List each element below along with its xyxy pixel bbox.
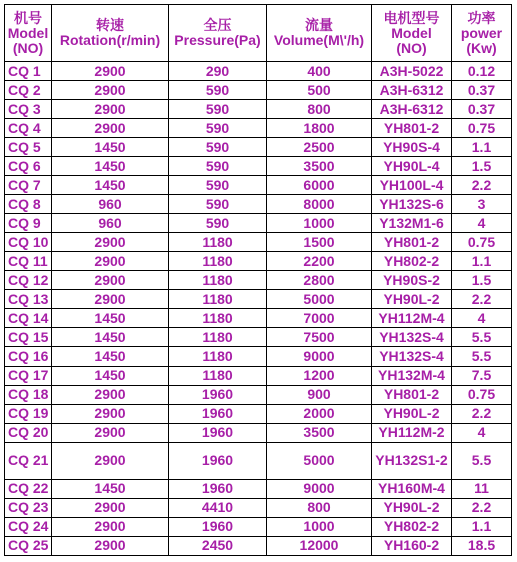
pressure-cell: 4410 [169,498,267,517]
volume-cell: 1000 [267,517,372,536]
table-row [5,347,512,366]
power-cell: 11 [452,479,512,498]
motor-model-cell: A3H-6312 [372,100,452,119]
table-row [5,479,512,498]
model-cell: CQ 9 [5,214,52,233]
model-cell: CQ 19 [5,404,52,423]
rotation-cell: 1450 [52,347,169,366]
power-cell: 1.1 [452,138,512,157]
volume-cell: 9000 [267,347,372,366]
pressure-cell: 590 [169,138,267,157]
volume-cell: 900 [267,385,372,404]
rotation-cell: 2900 [52,81,169,100]
header-model-no [5,5,52,62]
table-row [5,100,512,119]
header-en: Model [391,24,432,41]
volume-cell: 2800 [267,271,372,290]
table-row [5,517,512,536]
pressure-cell: 2450 [169,536,267,555]
model-cell: CQ 10 [5,233,52,252]
model-cell: CQ 1 [5,62,52,81]
motor-model-cell: YH90S-2 [372,271,452,290]
motor-model-cell: YH132S-4 [372,328,452,347]
volume-cell: 1500 [267,233,372,252]
pressure-cell: 1960 [169,404,267,423]
model-cell: CQ 24 [5,517,52,536]
header-zh: 功率 [467,9,496,26]
table-row [5,309,512,328]
motor-model-cell: YH112M-4 [372,309,452,328]
pressure-cell: 1960 [169,423,267,442]
volume-cell: 500 [267,81,372,100]
power-cell: 0.37 [452,100,512,119]
rotation-cell: 1450 [52,309,169,328]
rotation-cell: 960 [52,214,169,233]
rotation-cell: 2900 [52,536,169,555]
header-en: power [460,24,503,41]
model-cell: CQ 4 [5,119,52,138]
motor-model-cell: YH801-2 [372,385,452,404]
pressure-cell: 1960 [169,385,267,404]
pressure-cell: 590 [169,81,267,100]
model-cell: CQ 22 [5,479,52,498]
header-en: Rotation(r/min) [59,32,161,48]
header-motor-model [372,5,452,62]
model-cell: CQ 14 [5,309,52,328]
model-cell: CQ 5 [5,138,52,157]
rotation-cell: 2900 [52,100,169,119]
rotation-cell: 1450 [52,138,169,157]
rotation-cell: 2900 [52,233,169,252]
power-cell: 18.5 [452,536,512,555]
power-cell: 0.75 [452,119,512,138]
power-cell: 0.37 [452,81,512,100]
power-cell: 5.5 [452,328,512,347]
table-row [5,214,512,233]
rotation-cell: 2900 [52,119,169,138]
motor-model-cell: A3H-5022 [372,62,452,81]
table-row [5,404,512,423]
power-cell: 3 [452,195,512,214]
header-en: (NO) [396,39,427,56]
model-cell: CQ 16 [5,347,52,366]
table-row [5,176,512,195]
power-cell: 7.5 [452,366,512,385]
header-zh: 机号 [14,9,42,26]
volume-cell: 12000 [267,536,372,555]
table-row [5,536,512,555]
header-row [5,5,512,62]
volume-cell: 7000 [267,309,372,328]
spec-table [4,4,512,556]
model-cell: CQ 8 [5,195,52,214]
volume-cell: 9000 [267,479,372,498]
pressure-cell: 590 [169,119,267,138]
header-en: Pressure(Pa) [174,32,261,48]
motor-model-cell: YH112M-2 [372,423,452,442]
model-cell: CQ 20 [5,423,52,442]
model-cell: CQ 18 [5,385,52,404]
power-cell: 1.1 [452,252,512,271]
rotation-cell: 1450 [52,157,169,176]
model-cell: CQ 3 [5,100,52,119]
header-en: Model [7,24,49,41]
motor-model-cell: YH160M-4 [372,479,452,498]
power-cell: 5.5 [452,442,512,479]
model-cell: CQ 17 [5,366,52,385]
header-volume [267,5,372,62]
table-row [5,498,512,517]
header-zh: 电机型号 [383,9,440,26]
motor-model-cell: Y132M1-6 [372,214,452,233]
power-cell: 2.2 [452,404,512,423]
volume-cell: 5000 [267,290,372,309]
table-row [5,81,512,100]
motor-model-cell: YH132S-6 [372,195,452,214]
header-pressure [169,5,267,62]
header-en: (NO) [12,39,44,56]
table-row [5,62,512,81]
power-cell: 4 [452,423,512,442]
rotation-cell: 1450 [52,479,169,498]
rotation-cell: 2900 [52,442,169,479]
table-row [5,385,512,404]
pressure-cell: 590 [169,100,267,119]
table-row [5,252,512,271]
pressure-cell: 1960 [169,479,267,498]
pressure-cell: 1180 [169,366,267,385]
motor-model-cell: YH90L-2 [372,404,452,423]
volume-cell: 800 [267,498,372,517]
model-cell: CQ 25 [5,536,52,555]
rotation-cell: 2900 [52,271,169,290]
model-cell: CQ 23 [5,498,52,517]
rotation-cell: 2900 [52,385,169,404]
pressure-cell: 590 [169,176,267,195]
pressure-cell: 1180 [169,290,267,309]
power-cell: 4 [452,214,512,233]
power-cell: 4 [452,309,512,328]
table-row [5,290,512,309]
table-row [5,328,512,347]
model-cell: CQ 11 [5,252,52,271]
volume-cell: 8000 [267,195,372,214]
power-cell: 0.12 [452,62,512,81]
motor-model-cell: YH100L-4 [372,176,452,195]
table-row [5,442,512,479]
volume-cell: 1000 [267,214,372,233]
motor-model-cell: YH801-2 [372,233,452,252]
model-cell: CQ 6 [5,157,52,176]
rotation-cell: 2900 [52,404,169,423]
model-cell: CQ 2 [5,81,52,100]
power-cell: 2.2 [452,176,512,195]
volume-cell: 3500 [267,157,372,176]
table-row [5,366,512,385]
motor-model-cell: A3H-6312 [372,81,452,100]
power-cell: 0.75 [452,233,512,252]
volume-cell: 1200 [267,366,372,385]
rotation-cell: 2900 [52,290,169,309]
rotation-cell: 2900 [52,517,169,536]
rotation-cell: 1450 [52,176,169,195]
motor-model-cell: YH132S1-2 [372,442,452,479]
rotation-cell: 2900 [52,498,169,517]
power-cell: 2.2 [452,498,512,517]
power-cell: 5.5 [452,347,512,366]
motor-model-cell: YH160-2 [372,536,452,555]
table-row [5,195,512,214]
pressure-cell: 590 [169,157,267,176]
volume-cell: 5000 [267,442,372,479]
table-row [5,233,512,252]
motor-model-cell: YH801-2 [372,119,452,138]
model-cell: CQ 12 [5,271,52,290]
power-cell: 1.5 [452,271,512,290]
volume-cell: 2500 [267,138,372,157]
header-zh: 全压 [203,17,232,33]
rotation-cell: 2900 [52,62,169,81]
pressure-cell: 290 [169,62,267,81]
volume-cell: 7500 [267,328,372,347]
pressure-cell: 1180 [169,233,267,252]
pressure-cell: 590 [169,195,267,214]
motor-model-cell: YH90L-2 [372,290,452,309]
spec-table-body [5,62,512,556]
pressure-cell: 1180 [169,347,267,366]
header-rotation [52,5,169,62]
motor-model-cell: YH90L-2 [372,498,452,517]
pressure-cell: 1180 [169,252,267,271]
motor-model-cell: YH802-2 [372,252,452,271]
volume-cell: 2200 [267,252,372,271]
motor-model-cell: YH802-2 [372,517,452,536]
rotation-cell: 960 [52,195,169,214]
table-row [5,138,512,157]
volume-cell: 6000 [267,176,372,195]
motor-model-cell: YH132M-4 [372,366,452,385]
motor-model-cell: YH90L-4 [372,157,452,176]
table-row [5,157,512,176]
power-cell: 1.1 [452,517,512,536]
header-zh: 流量 [305,17,333,33]
power-cell: 2.2 [452,290,512,309]
pressure-cell: 1180 [169,309,267,328]
rotation-cell: 2900 [52,252,169,271]
power-cell: 0.75 [452,385,512,404]
volume-cell: 3500 [267,423,372,442]
pressure-cell: 1960 [169,442,267,479]
power-cell: 1.5 [452,157,512,176]
table-row [5,271,512,290]
rotation-cell: 1450 [52,328,169,347]
pressure-cell: 1960 [169,517,267,536]
model-cell: CQ 13 [5,290,52,309]
rotation-cell: 1450 [52,366,169,385]
table-row [5,423,512,442]
table-row [5,119,512,138]
model-cell: CQ 15 [5,328,52,347]
model-cell: CQ 7 [5,176,52,195]
motor-model-cell: YH90S-4 [372,138,452,157]
header-power [452,5,512,62]
model-cell: CQ 21 [5,442,52,479]
pressure-cell: 1180 [169,328,267,347]
pressure-cell: 1180 [169,271,267,290]
volume-cell: 400 [267,62,372,81]
header-zh: 转速 [96,17,124,33]
header-en: (Kw) [466,39,497,56]
volume-cell: 1800 [267,119,372,138]
rotation-cell: 2900 [52,423,169,442]
volume-cell: 2000 [267,404,372,423]
pressure-cell: 590 [169,214,267,233]
volume-cell: 800 [267,100,372,119]
header-en: Volume(M\'/h) [273,32,365,48]
motor-model-cell: YH132S-4 [372,347,452,366]
